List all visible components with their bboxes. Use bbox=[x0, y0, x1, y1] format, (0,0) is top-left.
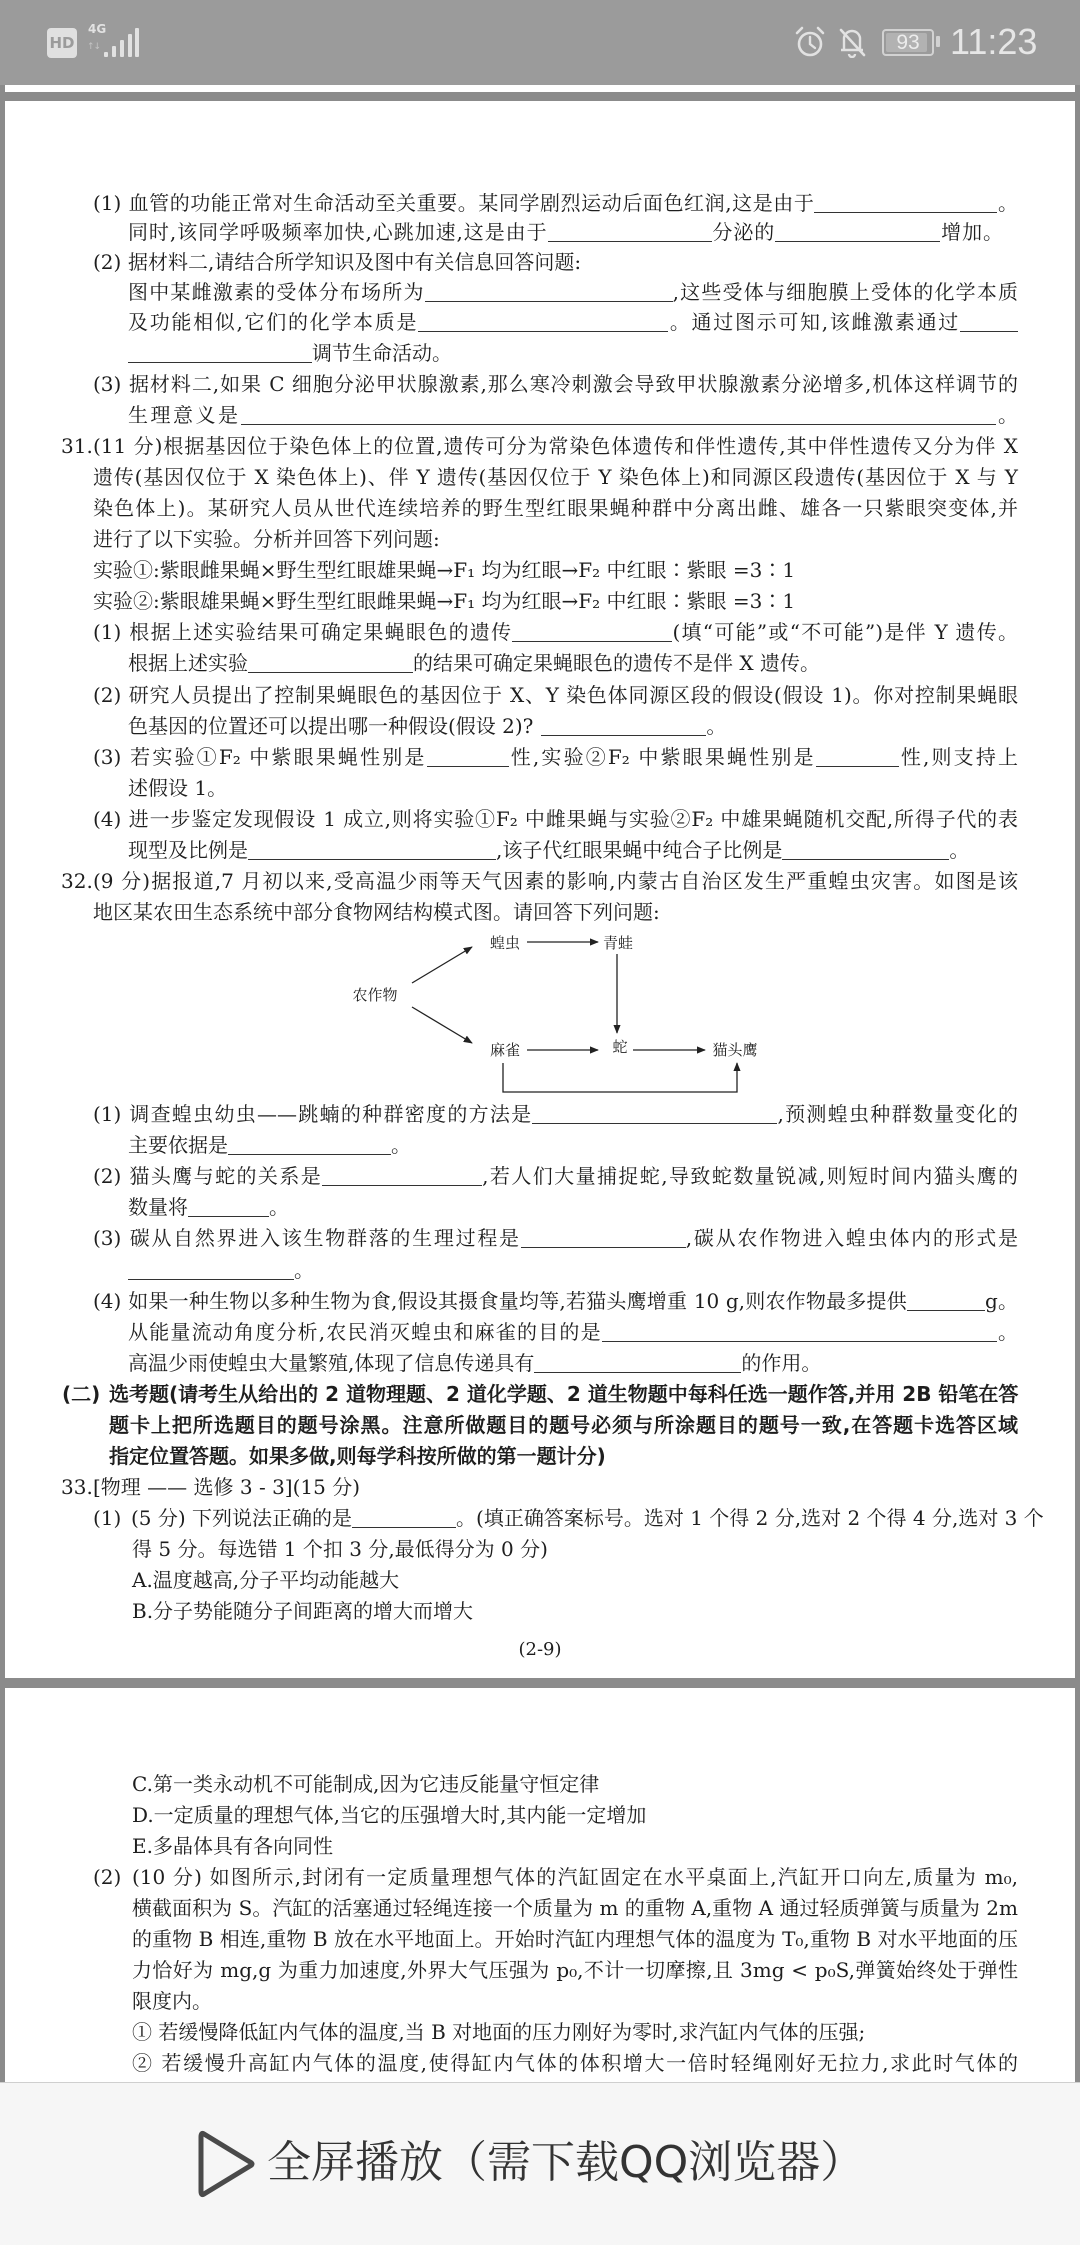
line-text: 血管的功能正常对生命活动至关重要。某同学剧烈运动后面色红润,这是由于 bbox=[128, 191, 815, 215]
line-text: 进一步鉴定发现假设 1 成立,则将实验①F₂ 中雌果蝇与实验②F₂ 中雄果蝇随机交配,所得子代的表 bbox=[128, 807, 1018, 831]
line-text: A.温度越高,分子平均动能越大 bbox=[132, 1568, 400, 1592]
line-text: 。 bbox=[949, 838, 970, 862]
line-text: 碳从自然界进入该生物群落的生理过程是 bbox=[128, 1226, 521, 1250]
line-text: 地区某农田生态系统中部分食物网结构模式图。请回答下列问题: bbox=[93, 900, 660, 924]
question-number: (1) bbox=[93, 1506, 122, 1530]
line-text: 现型及比例是 bbox=[128, 838, 248, 862]
line-text: 调节生命活动。 bbox=[312, 341, 452, 365]
text-line bbox=[93, 742, 1018, 772]
line-text: 分泌的 bbox=[711, 220, 776, 244]
question-number: (2) bbox=[93, 683, 122, 707]
line-text: 高温少雨使蝗虫大量繁殖,体现了信息传递具有 bbox=[128, 1351, 535, 1375]
question-number: (3) bbox=[93, 372, 122, 396]
arrow-crops-to-locust bbox=[412, 947, 472, 983]
line-text: 。 bbox=[997, 191, 1019, 215]
answer-blank bbox=[418, 311, 668, 332]
question-number: (1) bbox=[93, 1102, 122, 1126]
line-text: 。通过图示可知,该雌激素通过 bbox=[668, 310, 961, 334]
text-line bbox=[61, 1472, 360, 1502]
answer-blank bbox=[907, 1290, 985, 1311]
line-text: 图中某雌激素的受体分布场所为 bbox=[128, 280, 425, 304]
line-text: ① 若缓慢降低缸内气体的温度,当 B 对地面的压力刚好为零时,求汽缸内气体的压强; bbox=[132, 2020, 866, 2044]
text-line bbox=[61, 866, 1018, 896]
line-text: 得 5 分。每选错 1 个扣 3 分,最低得分为 0 分) bbox=[132, 1537, 548, 1561]
text-line bbox=[93, 1862, 1018, 1892]
line-text: 选考题(请考生从给出的 2 道物理题、2 道化学题、2 道生物题中每科任选一题作答,并用 2B 铅笔在答 bbox=[109, 1382, 1019, 1406]
line-text: 研究人员提出了控制果蝇眼色的基因位于 X、Y 染色体同源区段的假设(假设 1)。你对控制果蝇眼 bbox=[128, 683, 1018, 707]
line-text: 若实验①F₂ 中紫眼果蝇性别是 bbox=[128, 745, 427, 769]
text-line bbox=[132, 1924, 1018, 1954]
arrow-crops-to-sparrow bbox=[412, 1007, 472, 1043]
answer-blank bbox=[188, 1196, 269, 1217]
line-text: 的结果可确定果蝇眼色的遗传不是伴 X 遗传。 bbox=[413, 651, 820, 675]
line-text: B.分子势能随分子间距离的增大而增大 bbox=[132, 1599, 474, 1623]
previous-page-edge bbox=[5, 85, 1075, 92]
text-line bbox=[93, 188, 1018, 218]
clock-time: 11:23 bbox=[950, 21, 1038, 62]
line-text: 猫头鹰与蛇的关系是 bbox=[128, 1164, 323, 1188]
text-line bbox=[93, 1503, 1044, 1533]
answer-blank bbox=[322, 1165, 482, 1186]
text-line bbox=[128, 1255, 314, 1285]
text-line bbox=[93, 493, 1018, 523]
line-text: 根据上述实验结果可确定果蝇眼色的遗传 bbox=[128, 620, 513, 644]
text-line bbox=[93, 369, 1018, 399]
line-text: 。 bbox=[269, 1195, 289, 1219]
answer-blank bbox=[241, 404, 996, 425]
network-type: 4G bbox=[88, 22, 107, 36]
text-line bbox=[128, 400, 1018, 430]
answer-blank bbox=[521, 1227, 686, 1248]
signal-icon bbox=[102, 27, 140, 58]
line-text: 的重物 B 相连,重物 B 放在水平地面上。开始时汽缸内理想气体的温度为 T₀,重物 B 对水平地面的压 bbox=[132, 1927, 1018, 1951]
answer-blank bbox=[534, 1352, 741, 1373]
answer-blank bbox=[775, 221, 940, 242]
answer-blank bbox=[814, 192, 997, 213]
answer-blank bbox=[548, 221, 712, 242]
battery-icon bbox=[882, 29, 934, 56]
answer-blank bbox=[425, 281, 673, 302]
text-line bbox=[93, 1223, 1018, 1253]
option-e bbox=[132, 1831, 333, 1861]
question-number: (2) bbox=[93, 1865, 122, 1889]
node-snake: 蛇 bbox=[612, 1038, 628, 1056]
line-text: 述假设 1。 bbox=[128, 776, 228, 800]
line-text: ,这些受体与细胞膜上受体的化学本质 bbox=[672, 280, 1019, 304]
fullscreen-label: 全屏播放（需下载QQ浏览器） bbox=[267, 2137, 865, 2188]
section-heading bbox=[109, 1410, 1018, 1440]
page-number: (2-9) bbox=[518, 1639, 562, 1660]
line-text: ,该子代红眼果蝇中纯合子比例是 bbox=[496, 838, 783, 862]
text-line bbox=[128, 217, 1003, 247]
line-text: 力恰好为 mg,g 为重力加速度,外界大气压强为 p₀,不计一切摩擦,且 3mg < p₀S,弹簧始终处于弹性 bbox=[132, 1958, 1018, 1982]
node-frog: 青蛙 bbox=[602, 934, 634, 952]
text-line bbox=[128, 1130, 411, 1160]
line-text: 横截面积为 S。汽缸的活塞通过轻绳连接一个质量为 m 的重物 A,重物 A 通过轻质弹簧与质量为 2m bbox=[132, 1896, 1018, 1920]
answer-blank bbox=[427, 746, 509, 767]
food-web-diagram bbox=[340, 920, 780, 1105]
section-heading bbox=[62, 1379, 1018, 1409]
section-number: (二) bbox=[62, 1382, 101, 1406]
status-bar bbox=[0, 0, 1080, 85]
line-text: [物理 —— 选修 3 - 3](15 分) bbox=[93, 1475, 361, 1499]
text-line bbox=[128, 277, 1018, 307]
line-text: 色基因的位置还可以提出哪一种假设(假设 2)? bbox=[128, 714, 534, 738]
line-text: C.第一类永动机不可能制成,因为它违反能量守恒定律 bbox=[132, 1772, 600, 1796]
answer-blank bbox=[512, 621, 672, 642]
line-text: 实验②:紫眼雄果蝇×野生型红眼雌果蝇→F₁ 均为红眼→F₂ 中红眼∶紫眼 =3∶1 bbox=[93, 589, 796, 613]
text-line bbox=[128, 307, 1018, 337]
line-text: 遗传(基因仅位于 X 染色体上)、伴 Y 遗传(基因仅位于 Y 染色体上)和同源区段遗传(基因位于 X 与 Y bbox=[93, 465, 1018, 489]
line-text: 性,实验②F₂ 中紫眼果蝇性别是 bbox=[508, 745, 816, 769]
text-line bbox=[132, 2048, 1018, 2078]
question-number: (3) bbox=[93, 1226, 122, 1250]
line-text: 。 bbox=[996, 1320, 1019, 1344]
section-heading bbox=[109, 1441, 606, 1471]
text-line bbox=[61, 431, 1018, 461]
question-number: 31. bbox=[61, 434, 93, 458]
line-text: 同时,该同学呼吸频率加快,心跳加速,这是由于 bbox=[128, 220, 548, 244]
text-line bbox=[128, 711, 726, 741]
question-number: (2) bbox=[93, 250, 122, 274]
text-line bbox=[128, 1317, 1018, 1347]
line-text: g。 bbox=[984, 1289, 1018, 1313]
text-line bbox=[93, 462, 1018, 492]
alarm-icon bbox=[794, 26, 826, 58]
question-number: (4) bbox=[93, 1289, 122, 1313]
line-text: 据材料二,请结合所学知识及图中有关信息回答问题: bbox=[128, 250, 582, 274]
answer-blank bbox=[541, 715, 706, 736]
answer-blank bbox=[602, 1321, 997, 1342]
line-text: D.一定质量的理想气体,当它的压强增大时,其内能一定增加 bbox=[132, 1803, 647, 1827]
question-number: 32. bbox=[61, 869, 93, 893]
line-text: 。 bbox=[294, 1258, 314, 1282]
line-text: 调查蝗虫幼虫——跳蝻的种群密度的方法是 bbox=[128, 1102, 533, 1126]
document-page[interactable] bbox=[5, 101, 1075, 1678]
text-line bbox=[93, 1286, 1018, 1316]
text-line bbox=[128, 648, 820, 678]
option-d bbox=[132, 1800, 646, 1830]
fullscreen-play-button[interactable] bbox=[0, 2082, 1080, 2245]
battery-percent: 93 bbox=[896, 31, 920, 54]
text-line bbox=[128, 338, 452, 368]
text-line bbox=[93, 586, 795, 616]
battery-nub bbox=[936, 36, 940, 47]
answer-blank bbox=[532, 1103, 777, 1124]
text-line bbox=[132, 1534, 548, 1564]
answer-blank bbox=[248, 839, 496, 860]
answer-blank bbox=[128, 1259, 294, 1280]
text-line bbox=[132, 2017, 865, 2047]
line-text: (填“可能”或“不可能”)是伴 Y 遗传。 bbox=[672, 620, 1019, 644]
line-text: 。 bbox=[391, 1133, 411, 1157]
node-crops: 农作物 bbox=[352, 986, 398, 1004]
text-line bbox=[132, 1955, 1018, 1985]
text-line bbox=[93, 617, 1018, 647]
line-text: 性,则支持上 bbox=[898, 745, 1019, 769]
line-text: ② 若缓慢升高缸内气体的温度,使得缸内气体的体积增大一倍时轻绳刚好无拉力,求此时气体的 bbox=[132, 2051, 1018, 2075]
line-text: 题卡上把所选题目的题号涂黑。注意所做题目的题号必须与所涂题目的题号一致,在答题卡选答区域 bbox=[109, 1413, 1018, 1437]
text-line bbox=[128, 835, 969, 865]
play-icon bbox=[196, 2128, 258, 2200]
line-text: 指定位置答题。如果多做,则每学科按所做的第一题计分) bbox=[109, 1444, 606, 1468]
text-line bbox=[128, 773, 227, 803]
line-text: 根据上述实验 bbox=[128, 651, 248, 675]
line-text: 及功能相似,它们的化学本质是 bbox=[128, 310, 419, 334]
question-number: (2) bbox=[93, 1164, 122, 1188]
text-line bbox=[93, 1099, 1018, 1129]
text-line bbox=[132, 1986, 212, 2016]
node-locust: 蝗虫 bbox=[489, 934, 521, 952]
line-text: E.多晶体具有各向同性 bbox=[132, 1834, 333, 1858]
line-text: 实验①:紫眼雌果蝇×野生型红眼雄果蝇→F₁ 均为红眼→F₂ 中红眼∶紫眼 =3∶1 bbox=[93, 558, 796, 582]
line-text: 限度内。 bbox=[132, 1989, 212, 2013]
line-text: ,预测蝗虫种群数量变化的 bbox=[777, 1102, 1019, 1126]
line-text: 据材料二,如果 C 细胞分泌甲状腺激素,那么寒冷刺激会导致甲状腺激素分泌增多,机体这样调节的 bbox=[128, 372, 1018, 396]
question-number: (1) bbox=[93, 191, 122, 215]
data-arrows-icon: ↑↓ bbox=[87, 42, 101, 52]
line-text: 主要依据是 bbox=[128, 1133, 228, 1157]
line-text: 的作用。 bbox=[741, 1351, 822, 1375]
line-text: ,若人们大量捕捉蛇,导致蛇数量锐减,则短时间内猫头鹰的 bbox=[482, 1164, 1019, 1188]
line-text: 如果一种生物以多种生物为食,假设其摄食量均等,若猫头鹰增重 10 g,则农作物最多提供 bbox=[128, 1289, 907, 1313]
answer-blank bbox=[248, 652, 413, 673]
text-line bbox=[93, 1161, 1018, 1191]
question-number: 33. bbox=[61, 1475, 93, 1499]
line-text: (10 分) 如图所示,封闭有一定质量理想气体的汽缸固定在水平桌面上,汽缸开口向左,质量为 m₀, bbox=[132, 1865, 1018, 1889]
answer-blank bbox=[228, 1134, 391, 1155]
signal-bar bbox=[120, 40, 124, 57]
question-number: (4) bbox=[93, 807, 122, 831]
option-b bbox=[132, 1596, 473, 1626]
line-text: 进行了以下实验。分析并回答下列问题: bbox=[93, 527, 440, 551]
line-text: 增加。 bbox=[940, 220, 1004, 244]
question-number: (1) bbox=[93, 620, 122, 644]
signal-bar bbox=[135, 28, 139, 57]
text-line bbox=[93, 247, 581, 277]
text-line bbox=[128, 1348, 821, 1378]
line-text: 。(填正确答案标号。选对 1 个得 2 分,选对 2 个得 4 分,选对 3 个 bbox=[456, 1506, 1044, 1530]
line-text: (5 分) 下列说法正确的是 bbox=[131, 1506, 353, 1530]
line-text: 。 bbox=[706, 714, 727, 738]
signal-bar bbox=[112, 46, 116, 57]
option-a bbox=[132, 1565, 399, 1595]
text-line bbox=[132, 1893, 1018, 1923]
line-text: 染色体上)。某研究人员从世代连续培养的野生型红眼果蝇种群中分离出雌、雄各一只紫眼突变体,并 bbox=[93, 496, 1018, 520]
line-text: (9 分)据报道,7 月初以来,受高温少雨等天气因素的影响,内蒙古自治区发生严重蝗虫灾害。如图是该 bbox=[93, 869, 1018, 893]
line-text: 数量将 bbox=[128, 1195, 188, 1219]
line-text: (11 分)根据基因位于染色体上的位置,遗传可分为常染色体遗传和伴性遗传,其中伴性遗传又分为伴 X bbox=[93, 434, 1018, 458]
signal-bar bbox=[128, 34, 132, 57]
line-text: ,碳从农作物进入蝗虫体内的形式是 bbox=[685, 1226, 1019, 1250]
option-c bbox=[132, 1769, 599, 1799]
answer-blank bbox=[782, 839, 949, 860]
text-line bbox=[93, 555, 795, 585]
text-line bbox=[93, 524, 440, 554]
line-text: 从能量流动角度分析,农民消灭蝗虫和麻雀的目的是 bbox=[128, 1320, 602, 1344]
text-line bbox=[93, 680, 1018, 710]
line-text: 。 bbox=[995, 403, 1018, 427]
signal-bar bbox=[104, 52, 108, 57]
answer-blank bbox=[352, 1507, 456, 1528]
answer-blank bbox=[960, 311, 1018, 332]
arrow-sparrow-to-owl bbox=[503, 1063, 737, 1092]
answer-blank bbox=[816, 746, 899, 767]
bell-off-icon bbox=[837, 26, 867, 58]
text-line bbox=[93, 804, 1018, 834]
answer-blank bbox=[128, 342, 312, 363]
line-text: 生理意义是 bbox=[128, 403, 241, 427]
question-number: (3) bbox=[93, 745, 122, 769]
node-owl: 猫头鹰 bbox=[712, 1041, 758, 1059]
hd-icon: HD bbox=[47, 28, 77, 58]
text-line bbox=[128, 1192, 289, 1222]
node-sparrow: 麻雀 bbox=[489, 1041, 521, 1059]
